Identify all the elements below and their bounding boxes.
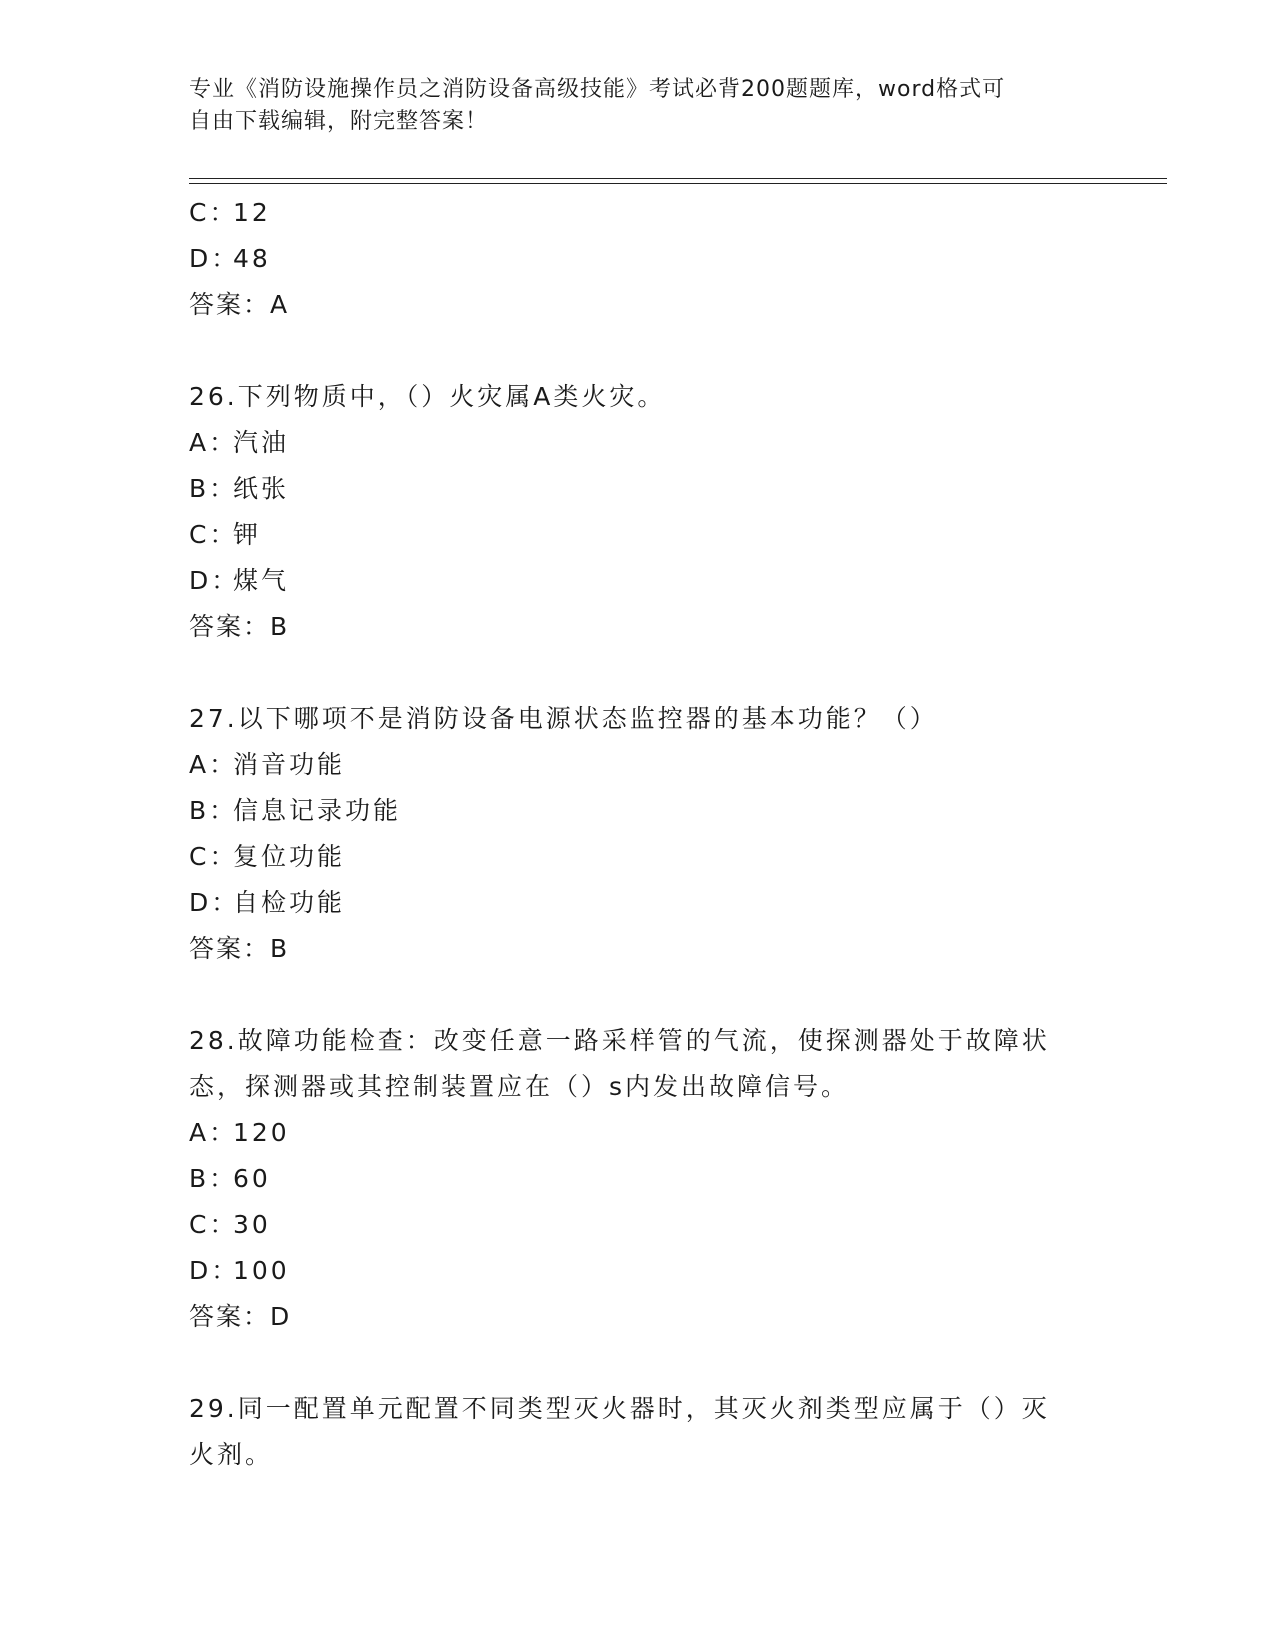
spacer xyxy=(189,972,1089,1018)
option-b xyxy=(189,788,1089,834)
option-d xyxy=(189,880,1089,926)
answer-line: 答案：B xyxy=(189,934,290,963)
answer-line: 答案：D xyxy=(189,1302,292,1331)
option-letter: B： xyxy=(189,796,238,825)
question-list xyxy=(189,190,1089,1478)
option-text: 120 xyxy=(233,1118,290,1147)
question-text-line-1: 28.故障功能检查：改变任意一路采样管的气流，使探测器处于故障状 xyxy=(189,1026,1050,1055)
question-text-line-2: 态，探测器或其控制装置应在（）s内发出故障信号。 xyxy=(189,1072,850,1101)
option-letter: C： xyxy=(189,842,238,871)
option-d xyxy=(189,558,1089,604)
spacer xyxy=(189,650,1089,696)
option-text: 12 xyxy=(233,198,271,227)
spacer xyxy=(189,1340,1089,1386)
option-text: 自检功能 xyxy=(233,888,346,917)
option-letter: A： xyxy=(189,1118,238,1147)
option-a xyxy=(189,420,1089,466)
option-text: 30 xyxy=(233,1210,271,1239)
question-text: 27.以下哪项不是消防设备电源状态监控器的基本功能？（） xyxy=(189,704,938,733)
option-text: 100 xyxy=(233,1256,290,1285)
option-letter: A： xyxy=(189,428,238,457)
option-letter: D： xyxy=(189,566,240,595)
option-text: 48 xyxy=(233,244,271,273)
option-text: 汽油 xyxy=(233,428,290,457)
option-c xyxy=(189,1202,1089,1248)
option-text: 钾 xyxy=(233,520,262,549)
option-text: 60 xyxy=(233,1164,271,1193)
question-28 xyxy=(189,1018,1089,1340)
header-divider-bottom xyxy=(189,183,1167,184)
option-a xyxy=(189,742,1089,788)
question-25-continuation xyxy=(189,190,1089,328)
option-letter: C： xyxy=(189,198,238,227)
question-26 xyxy=(189,374,1089,650)
option-d xyxy=(189,1248,1089,1294)
spacer xyxy=(189,328,1089,374)
document-header xyxy=(189,74,1069,138)
option-letter: D： xyxy=(189,244,240,273)
option-text: 复位功能 xyxy=(233,842,346,871)
option-letter: D： xyxy=(189,1256,240,1285)
question-text: 26.下列物质中，（）火灾属A类火灾。 xyxy=(189,382,666,411)
option-a xyxy=(189,1110,1089,1156)
option-b xyxy=(189,1156,1089,1202)
header-title-line-2: 自由下载编辑，附完整答案！ xyxy=(189,109,489,134)
option-letter: B： xyxy=(189,474,238,503)
header-title-line-1: 专业《消防设施操作员之消防设备高级技能》考试必背200题题库，word格式可 xyxy=(189,77,1006,102)
header-divider-top xyxy=(189,178,1167,179)
option-letter: C： xyxy=(189,520,238,549)
question-27 xyxy=(189,696,1089,972)
option-letter: D： xyxy=(189,888,240,917)
option-d xyxy=(189,236,1089,282)
option-letter: A： xyxy=(189,750,238,779)
option-letter: C： xyxy=(189,1210,238,1239)
answer-line: 答案：B xyxy=(189,612,290,641)
option-text: 信息记录功能 xyxy=(233,796,402,825)
option-b xyxy=(189,466,1089,512)
option-text: 消音功能 xyxy=(233,750,346,779)
option-text: 纸张 xyxy=(233,474,290,503)
option-letter: B： xyxy=(189,1164,238,1193)
option-text: 煤气 xyxy=(233,566,290,595)
question-text-line-2: 火剂。 xyxy=(189,1440,274,1469)
option-c xyxy=(189,512,1089,558)
option-c xyxy=(189,190,1089,236)
question-text-line-1: 29.同一配置单元配置不同类型灭火器时，其灭火剂类型应属于（）灭 xyxy=(189,1394,1050,1423)
question-29 xyxy=(189,1386,1089,1478)
answer-line: 答案：A xyxy=(189,290,290,319)
option-c xyxy=(189,834,1089,880)
